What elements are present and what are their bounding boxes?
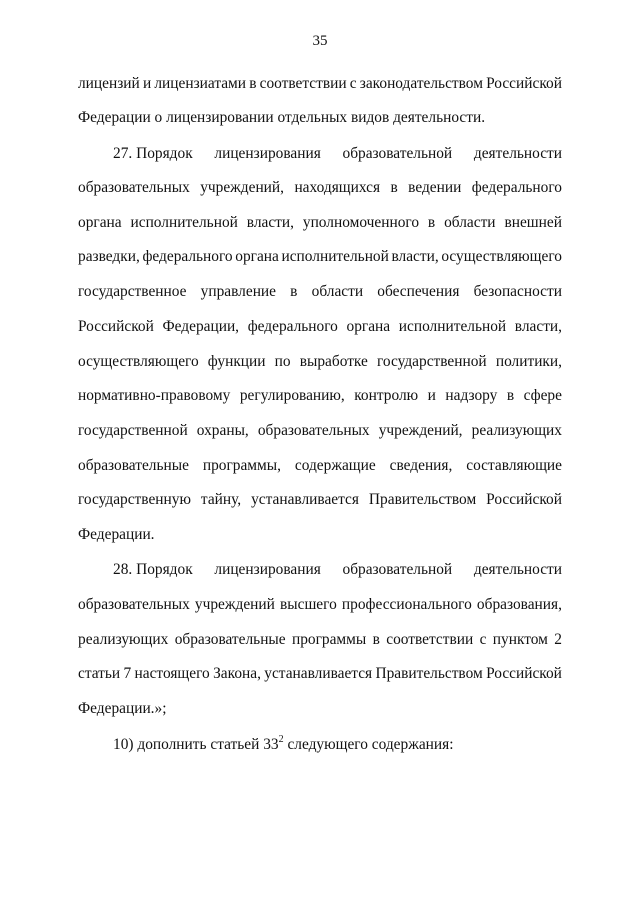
word: учреждений,: [378, 422, 463, 439]
word: образовательной: [342, 561, 453, 578]
word: образовательных: [78, 596, 190, 613]
item-10-after: следующего содержания:: [283, 736, 454, 753]
word: Закона,: [213, 665, 261, 682]
word: власти,: [391, 248, 439, 265]
word: с: [349, 75, 357, 92]
word: содержащие: [294, 457, 376, 474]
word: Российской: [486, 75, 562, 92]
text-line: [78, 664, 562, 684]
word: учреждений: [194, 596, 275, 613]
word: государственной: [376, 353, 487, 370]
word: внешней: [504, 214, 562, 231]
word: лицензирования: [214, 561, 321, 578]
word: высшего: [280, 596, 337, 613]
word: исполнительной: [130, 214, 238, 231]
word: соответствии: [386, 631, 474, 648]
word: образовательные: [174, 631, 286, 648]
word: в: [372, 631, 380, 648]
word: Российской: [486, 491, 562, 508]
text-line: [78, 630, 562, 650]
word: нормативно-правовому: [78, 387, 231, 404]
word: Федерации.»;: [78, 700, 167, 717]
word: программы,: [202, 457, 281, 474]
text-line: [78, 247, 562, 267]
word: государственной: [78, 422, 188, 439]
text-line: [78, 317, 562, 337]
word: ведении: [408, 179, 462, 196]
word: Федерации,: [162, 318, 240, 335]
word: настоящего: [134, 665, 210, 682]
word: сведения,: [389, 457, 453, 474]
word: исполнительной: [281, 248, 389, 265]
text-line: [78, 456, 562, 476]
word: обеспечения: [377, 283, 460, 300]
word: в: [249, 75, 257, 92]
text-line: [78, 352, 562, 372]
text-line-2: [78, 108, 562, 128]
word: области: [311, 283, 364, 300]
paragraph-28-line-1: [113, 560, 562, 580]
word: функции: [207, 353, 266, 370]
word: Российской: [486, 665, 562, 682]
word: власти,: [246, 214, 294, 231]
word: профессионального: [341, 596, 472, 613]
word: Федерации.: [78, 526, 155, 543]
word: образовательных: [257, 422, 370, 439]
item-10-text: [113, 735, 454, 755]
word: осуществляющего: [441, 248, 562, 265]
word: образовательные: [78, 457, 189, 474]
word: органа: [235, 248, 279, 265]
word: управление: [200, 283, 276, 300]
word: образовательных: [78, 179, 190, 196]
word: 7: [123, 665, 132, 682]
word: разведки,: [78, 248, 140, 265]
word: 27. Порядок: [113, 145, 193, 162]
word: законодательством: [359, 75, 483, 92]
word: образовательной: [342, 145, 453, 162]
word: уполномоченного: [302, 214, 420, 231]
word: и: [142, 75, 152, 92]
word: реализующих: [78, 631, 169, 648]
word: образования,: [476, 596, 562, 613]
word: по: [274, 353, 291, 370]
word: регулированию,: [239, 387, 345, 404]
text-line: [78, 525, 562, 545]
item-10-superscript: 2: [278, 734, 284, 745]
word: органа: [78, 214, 122, 231]
word: статьи: [78, 665, 121, 682]
word: 2: [554, 631, 562, 648]
text-line: [78, 386, 562, 406]
word: контролю: [354, 387, 419, 404]
word: политики,: [495, 353, 562, 370]
text-line: [78, 595, 562, 615]
word: лицензиатами: [154, 75, 247, 92]
word: в: [427, 214, 436, 231]
line-text: Федерации о лицензировании отдельных видов деятельности.: [78, 109, 486, 126]
item-10-line: [113, 735, 562, 755]
word: исполнительной: [398, 318, 507, 335]
word: Правительством: [368, 491, 477, 508]
word: составляющие: [466, 457, 562, 474]
word: охраны,: [196, 422, 249, 439]
text-line: [78, 699, 562, 719]
word: пунктом: [492, 631, 548, 648]
word: в: [290, 283, 298, 300]
word: программы: [291, 631, 367, 648]
word: в: [390, 179, 398, 196]
page-number: 35: [312, 33, 328, 49]
word: выработке: [299, 353, 368, 370]
word: 28. Порядок: [113, 561, 193, 578]
word: устанавливается: [251, 491, 359, 508]
word: лицензий: [78, 75, 140, 92]
text-line: [78, 282, 562, 302]
text-line-1: [78, 74, 562, 94]
word: реализующих: [471, 422, 562, 439]
paragraph-27-line-1: [113, 144, 562, 164]
word: федерального: [471, 179, 562, 196]
word: деятельности: [473, 145, 562, 162]
word: власти,: [514, 318, 562, 335]
word: надзору: [445, 387, 498, 404]
text-line: [78, 213, 562, 233]
word: устанавливается: [264, 665, 373, 682]
text-line: [78, 490, 562, 510]
word: находящихся: [294, 179, 381, 196]
text-line: [78, 421, 562, 441]
word: осуществляющего: [78, 353, 199, 370]
word: Российской: [78, 318, 154, 335]
word: лицензирования: [214, 145, 321, 162]
word: тайну,: [200, 491, 242, 508]
word: Правительством: [375, 665, 483, 682]
text-line: [78, 178, 562, 198]
word: сфере: [523, 387, 562, 404]
word: в: [506, 387, 515, 404]
word: учреждений,: [200, 179, 285, 196]
word: безопасности: [473, 283, 562, 300]
word: федерального: [247, 318, 338, 335]
item-10-before: 10) дополнить статьей 33: [113, 736, 279, 753]
word: государственное: [78, 283, 187, 300]
word: деятельности: [473, 561, 562, 578]
word: соответствии: [259, 75, 347, 92]
word: области: [444, 214, 496, 231]
word: федерального: [142, 248, 233, 265]
word: государственную: [78, 491, 191, 508]
word: с: [479, 631, 487, 648]
word: и: [427, 387, 436, 404]
word: органа: [346, 318, 391, 335]
